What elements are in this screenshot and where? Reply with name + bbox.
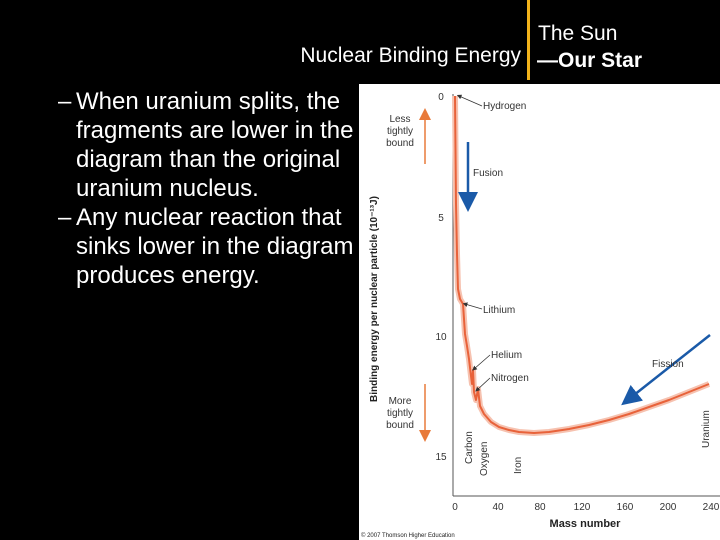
- x-tick-label: 200: [659, 502, 677, 513]
- hydrogen-label: Hydrogen: [483, 101, 527, 112]
- y-axis-title: Binding energy per nuclear particle (10⁻¹³J): [369, 196, 380, 402]
- hydrogen-leader: [459, 96, 482, 106]
- less-bound-line: tightly: [386, 126, 414, 137]
- header-divider: [527, 0, 530, 80]
- helium-label: Helium: [491, 350, 523, 361]
- slide-title: Nuclear Binding Energy: [300, 44, 521, 67]
- y-tick-label: 15: [435, 452, 447, 463]
- fusion-label: Fusion: [473, 168, 504, 179]
- nitrogen-label: Nitrogen: [491, 373, 529, 384]
- x-axis-title: Mass number: [549, 518, 621, 530]
- x-ticks: [452, 502, 720, 513]
- lithium-leader: [465, 304, 482, 309]
- x-tick-label: 240: [702, 502, 720, 513]
- oxygen-label: Oxygen: [479, 441, 490, 476]
- section-title-line2: —Our Star: [537, 49, 643, 72]
- dash-icon: –: [58, 204, 72, 231]
- section-title-line1: The Sun: [538, 22, 618, 45]
- y-tick-label: 0: [438, 92, 444, 103]
- bullet-text: When uranium splits, the fragments are lower in the diagram than the original uranium nucleus.: [76, 88, 354, 202]
- carbon-label: Carbon: [464, 431, 475, 464]
- iron-label: Iron: [513, 456, 524, 474]
- helium-leader: [474, 355, 490, 369]
- lithium-label: Lithium: [483, 305, 516, 316]
- dash-icon: –: [58, 88, 72, 115]
- copyright: © 2007 Thomson Higher Education: [361, 533, 455, 539]
- fission-label: Fission: [652, 359, 684, 370]
- more-bound-line: bound: [386, 420, 414, 431]
- x-tick-label: 40: [492, 502, 504, 513]
- x-tick-label: 120: [573, 502, 591, 513]
- x-tick-label: 80: [534, 502, 546, 513]
- y-tick-label: 5: [438, 213, 444, 224]
- more-bound-line: More: [388, 396, 412, 407]
- bullet-list: [58, 87, 358, 290]
- nitrogen-leader: [477, 378, 490, 390]
- binding-energy-figure: [359, 84, 720, 540]
- bullet-item: [58, 87, 358, 203]
- section-title: [537, 20, 642, 74]
- more-bound-line: tightly: [386, 408, 414, 419]
- y-ticks: [435, 92, 447, 463]
- less-bound-line: Less: [389, 114, 411, 125]
- x-tick-label: 0: [452, 502, 458, 513]
- less-bound-line: bound: [386, 138, 414, 149]
- bullet-item: [58, 203, 358, 290]
- y-tick-label: 10: [435, 332, 447, 343]
- uranium-label: Uranium: [701, 410, 712, 448]
- bullet-text: Any nuclear reaction that sinks lower in the diagram produces energy.: [76, 204, 354, 289]
- x-tick-label: 160: [616, 502, 634, 513]
